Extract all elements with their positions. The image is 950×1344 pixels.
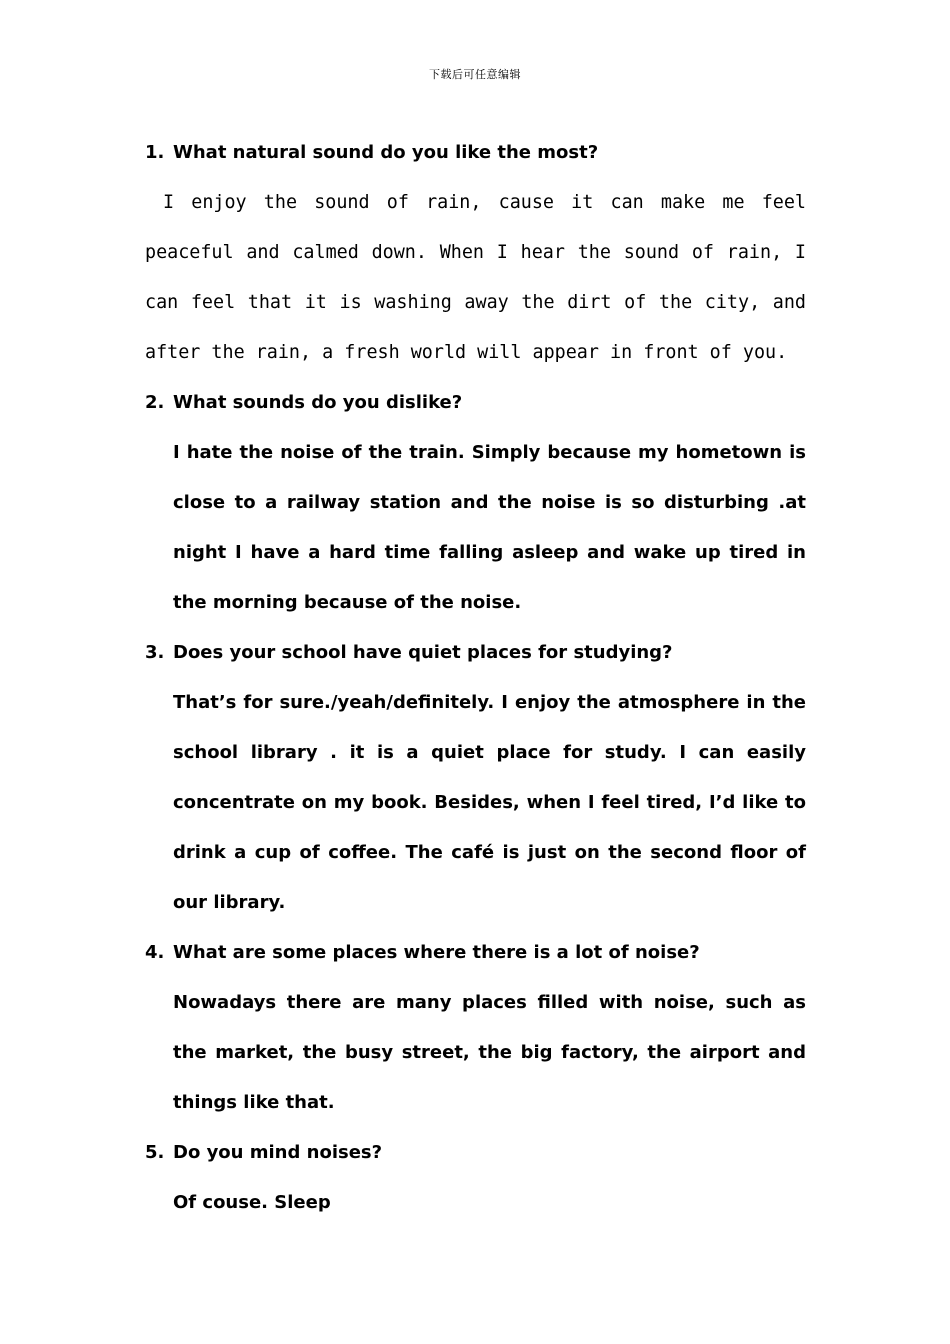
question-text: Does your school have quiet places for studying? [173, 642, 673, 663]
answer-5: Of couse. Sleep [173, 1192, 331, 1213]
question-text: Do you mind noises? [173, 1142, 383, 1163]
question-number: 1. [145, 142, 165, 163]
question-5 [145, 1128, 806, 1178]
question-text: What natural sound do you like the most? [173, 142, 599, 163]
question-text: What are some places where there is a lot of noise? [173, 942, 700, 963]
answer-1: I enjoy the sound of rain, cause it can make me feel peaceful and calmed down. When I hear the sound of rain, I can feel that it is washing away the dirt of the city, and after the rain, a fresh world will appear in front of you. [145, 192, 806, 363]
qa-list [145, 128, 806, 1228]
question-number: 3. [145, 642, 165, 663]
question-number: 4. [145, 942, 165, 963]
question-number: 5. [145, 1142, 165, 1163]
answer-3: That’s for sure./yeah/definitely. I enjoy the atmosphere in the school library . it is a quiet place for study. I can easily concentrate on my book. Besides, when I feel tired, I’d like to drink a cup of coffee. The café is just on the second floor of our library. [173, 692, 806, 913]
answer-4: Nowadays there are many places filled with noise, such as the market, the busy street, the big factory, the airport and things like that. [173, 992, 806, 1113]
question-1 [145, 128, 806, 178]
header-note: 下载后可任意编辑 [429, 68, 521, 81]
question-3 [145, 628, 806, 678]
question-4 [145, 928, 806, 978]
answer-2: I hate the noise of the train. Simply because my hometown is close to a railway station and the noise is so disturbing .at night I have a hard time falling asleep and wake up tired in the morning because of the noise. [173, 442, 806, 613]
question-2 [145, 378, 806, 428]
question-text: What sounds do you dislike? [173, 392, 463, 413]
question-number: 2. [145, 392, 165, 413]
